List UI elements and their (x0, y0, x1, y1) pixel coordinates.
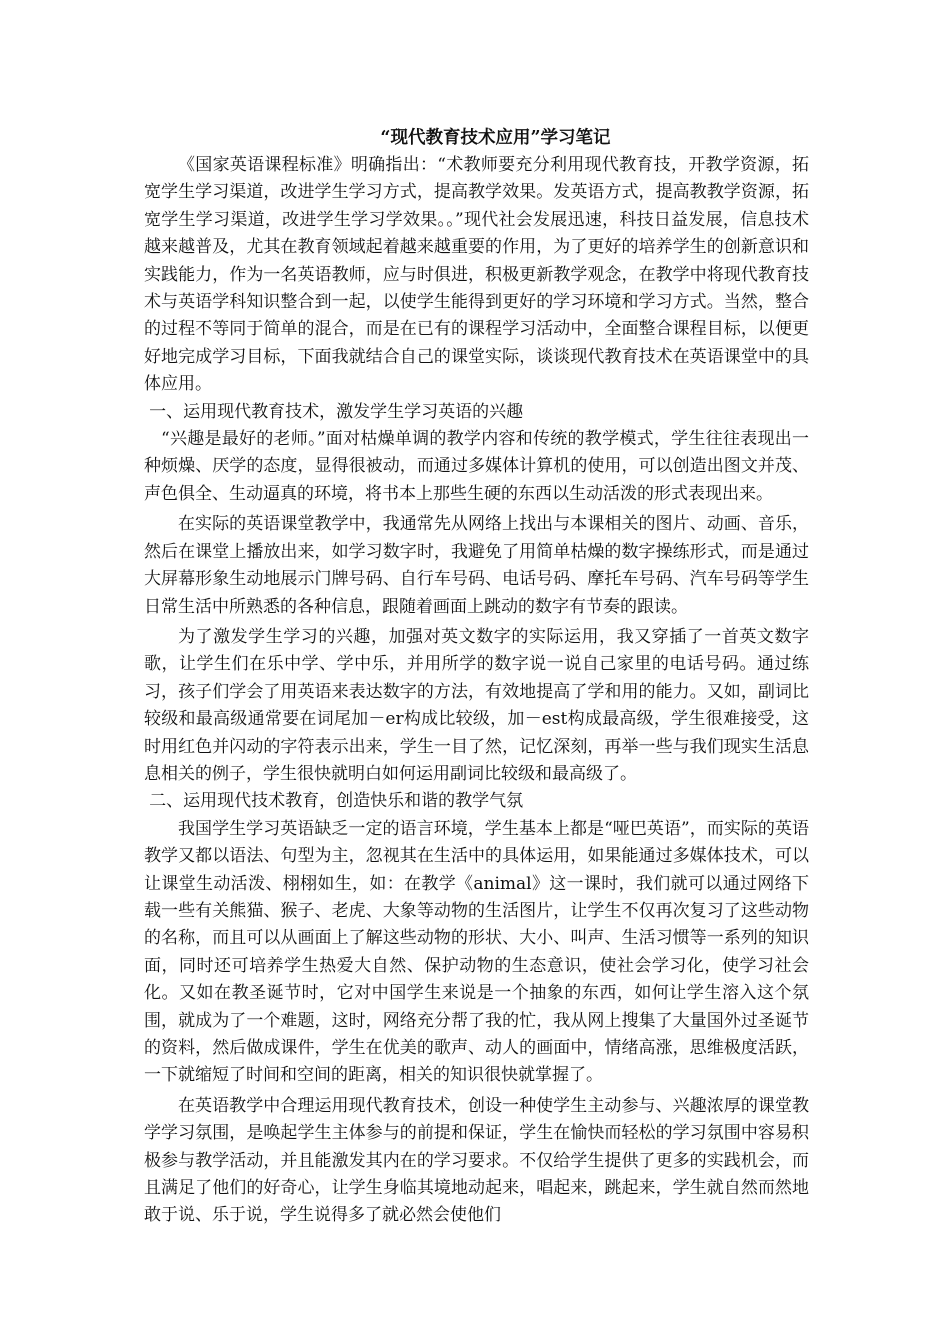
section-2-paragraph-1: 我国学生学习英语缺乏一定的语言环境，学生基本上都是“哑巴英语”，而实际的英语教学又都以语法、句型为主，忽视其在生活中的具体运用，如果能通过多媒体技术，可以让课堂生动活泼、栩栩如生，如：在教学《animal》这一课时，我们就可以通过网络下载一些有关熊猫、猴子、老虎、大象等动物的生活图片，让学生不仅再次复习了这些动物的名称，而且可以从画面上了解这些动物的形状、大小、叫声、生活习惯等一系列的知识面，同时还可培养学生热爱大自然、保护动物的生态意识，使社会学习化，使学习社会化。又如在教圣诞节时，它对中国学生来说是一个抽象的东西，如何让学生溶入这个氛围，就成为了一个难题，这时，网络充分帮了我的忙，我从网上搜集了大量国外过圣诞节的资料，然后做成课件，学生在优美的歌声、动人的画面中，情绪高涨，思维极度活跃，一下就缩短了时间和空间的距离，相关的知识很快就掌握了。 (144, 818, 809, 1086)
document-title: “现代教育技术应用”学习笔记 (380, 128, 611, 148)
section-2-paragraph-2: 在英语教学中合理运用现代教育技术，创设一种使学生主动参与、兴趣浓厚的课堂教学学习氛围，是唤起学生主体参与的前提和保证，学生在愉快而轻松的学习氛围中容易积极参与教学活动，并且能激发其内在的学习要求。不仅给学生提供了更多的实践机会，而且满足了他们的好奇心，让学生身临其境地动起来，唱起来，跳起来，学生就自然而然地敢于说、乐于说，学生说得多了就必然会使他们 (144, 1095, 809, 1226)
section-1-paragraph-2: 在实际的英语课堂教学中，我通常先从网络上找出与本课相关的图片、动画、音乐，然后在课堂上播放出来，如学习数字时，我避免了用简单枯燥的数字操练形式，而是通过大屏幕形象生动地展示门牌号码、自行车号码、电话号码、摩托车号码、汽车号码等学生日常生活中所熟悉的各种信息，跟随着画面上跳动的数字有节奏的跟读。 (144, 514, 809, 617)
section-2-heading: 二、运用现代技术教育，创造快乐和谐的教学气氛 (149, 791, 524, 812)
document-body (144, 124, 809, 1230)
intro-paragraph: 《国家英语课程标准》明确指出：“术教师要充分利用现代教育技，开教学资源，拓宽学生学习渠道，改进学生学习方式，提高教学效果。发英语方式，提高教教学资源，拓宽学生学习渠道，改进学生学习学效果。。”现代社会发展迅速，科技日益发展，信息技术越来越普及，尤其在教育领域起着越来越重要的作用，为了更好的培养学生的创新意识和实践能力，作为一名英语教师，应与时俱进，积极更新教学观念，在教学中将现代教育技术与英语学科知识整合到一起，以使学生能得到更好的学习环境和学习方式。当然，整合的过程不等同于简单的混合，而是在已有的课程学习活动中，全面整合课程目标，以便更好地完成学习目标，下面我就结合自己的课堂实际，谈谈现代教育技术在英语课堂中的具体应用。 (144, 155, 809, 395)
section-1-heading: 一、运用现代教育技术，激发学生学习英语的兴趣 (149, 401, 524, 422)
section-1-paragraph-1: “兴趣是最好的老师。”面对枯燥单调的教学内容和传统的教学模式，学生往往表现出一种烦燥、厌学的态度，显得很被动，而通过多媒体计算机的使用，可以创造出图文并茂、声色俱全、生动逼真的环境，将书本上那些生硬的东西以生动活泼的形式表现出来。 (144, 429, 809, 504)
section-1-paragraph-3: 为了激发学生学习的兴趣，加强对英文数字的实际运用，我又穿插了一首英文数字歌，让学生们在乐中学、学中乐，并用所学的数字说一说自己家里的电话号码。通过练习，孩子们学会了用英语来表达数字的方法，有效地提高了学和用的能力。又如，副词比较级和最高级通常要在词尾加－er构成比较级，加－est构成最高级，学生很难接受，这时用红色并闪动的字符表示出来，学生一目了然，记忆深刻，再举一些与我们现实生活息息相关的例子，学生很快就明白如何运用副词比较级和最高级了。 (144, 626, 809, 784)
